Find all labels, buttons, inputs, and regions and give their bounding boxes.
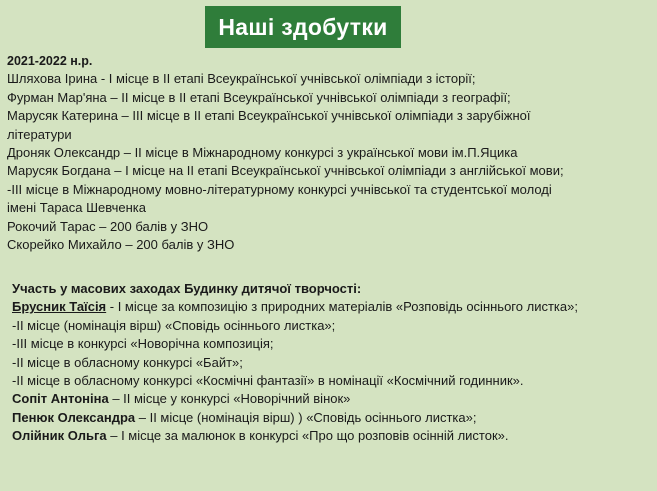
participant-award: - І місце за композицію з природних матеріалів «Розповідь осіннього листка»; [106,299,578,315]
participant-entry [12,390,652,408]
creativity-house-section [12,280,652,446]
participant-name: Пенюк Олександра [12,409,136,425]
achievement-line: імені Тараса Шевченка [7,200,146,216]
section-heading: Участь у масових заходах Будинку дитячої творчості: [12,281,362,296]
participant-name: Брусник Таїсія [12,299,107,315]
achievement-line: літератури [7,126,72,142]
award-line: -ІІ місце в обласному конкурсі «Байт»; [12,354,243,370]
award-line: -ІІІ місце в конкурсі «Новорічна композиція; [12,336,274,352]
achievement-line: -ІІІ місце в Міжнародному мовно-літературному конкурсі учнівської та студентської молоді [7,181,552,197]
page-title: Наші здобутки [205,6,401,48]
participant-entry [12,298,652,316]
school-year-heading: 2021-2022 н.р. [7,54,93,68]
award-line: -ІІ місце в обласному конкурсі «Космічні фантазії» в номінації «Космічний годинник». [12,373,524,389]
achievements-section [7,52,655,254]
achievement-line: Рокочий Тарас – 200 балів у ЗНО [7,218,209,234]
achievement-line: Марусяк Катерина – ІІІ місце в ІІ етапі Всеукраїнської учнівської олімпіади з зарубіжної [7,108,531,124]
achievement-line: Фурман Мар'яна – ІІ місце в ІІ етапі Всеукраїнської учнівської олімпіади з географії; [7,89,511,105]
participant-award: – І місце за малюнок в конкурсі «Про що розповів осінній листок». [106,428,509,444]
participant-award: – ІІ місце (номінація вірш) ) «Сповідь осіннього листка»; [135,409,477,425]
participant-entry [12,427,652,445]
participant-name: Олійник Ольга [12,428,107,444]
participant-name: Сопіт Антоніна [12,391,109,407]
achievement-line: Шляхова Ірина - І місце в ІІ етапі Всеукраїнської учнівської олімпіади з історії; [7,71,476,87]
achievement-line: Скорейко Михайло – 200 балів у ЗНО [7,237,235,253]
participant-entry [12,409,652,427]
participant-award: – ІІ місце у конкурсі «Новорічний вінок» [108,391,351,407]
award-line: -ІІ місце (номінація вірш) «Сповідь осіннього листка»; [12,317,336,333]
achievement-line: Марусяк Богдана – І місце на ІІ етапі Всеукраїнської учнівської олімпіади з англійської мови; [7,163,564,179]
achievement-line: Дроняк Олександр – ІІ місце в Міжнародному конкурсі з української мови ім.П.Яцика [7,145,518,161]
